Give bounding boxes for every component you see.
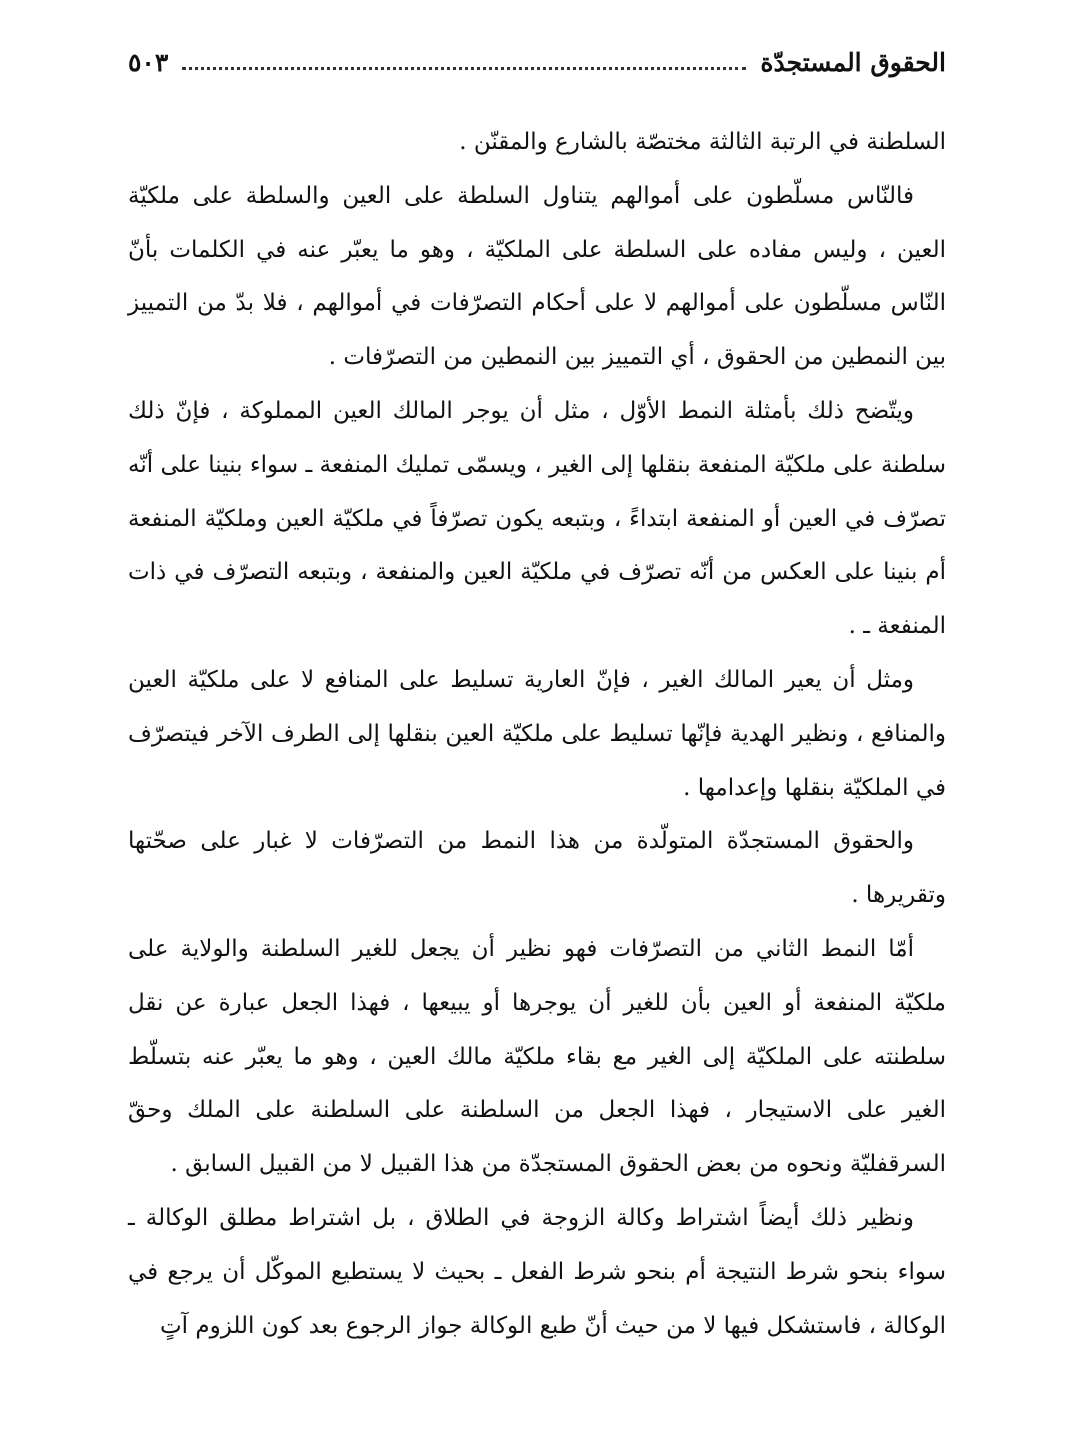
paragraph: فالنّاس مسلّطون على أموالهم يتناول السلطة على العين والسلطة على ملكيّة العين ، وليس مفاده على السلطة على الملكيّة ، وهو ما يعبّر عنه في الكلمات بأنّ النّاس مسلّطون على أموالهم لا على أحكام التصرّفات في أموالهم ، فلا بدّ من التمييز بين النمطين من الحقوق ، أي التمييز بين النمطين من التصرّفات . [128, 182, 946, 371]
paragraph: أمّا النمط الثاني من التصرّفات فهو نظير أن يجعل للغير السلطنة والولاية على ملكيّة المنفعة أو العين بأن للغير أن يوجرها أو يبيعها ، فهذا الجعل عبارة عن نقل سلطنته على الملكيّة إلى الغير مع بقاء ملكيّة مالك العين ، وهو ما يعبّر عنه بتسلّط الغير على الاستيجار ، فهذا الجعل من السلطنة على السلطنة على الملك وحقّ السرقفليّة ونحوه من بعض الحقوق المستجدّة من هذا القبيل لا من القبيل السابق . [128, 935, 946, 1178]
page-number: ٥٠٣ [128, 47, 169, 77]
running-header [128, 40, 946, 84]
dotted-leader [182, 67, 746, 70]
paragraph: ويتّضح ذلك بأمثلة النمط الأوّل ، مثل أن يوجر المالك العين المملوكة ، فإنّ ذلك سلطنة على ملكيّة المنفعة بنقلها إلى الغير ، ويسمّى تمليك المنفعة ـ سواء بنينا على أنّه تصرّف في العين أو المنفعة ابتداءً ، وبتبعه يكون تصرّفاً في ملكيّة العين وملكيّة المنفعة أم بنينا على العكس من أنّه تصرّف في ملكيّة العين والمنفعة ، وبتبعه التصرّف في ذات المنفعة ـ . [128, 397, 946, 640]
running-header-title: الحقوق المستجدّة [760, 47, 946, 77]
paragraph: ونظير ذلك أيضاً اشتراط وكالة الزوجة في الطلاق ، بل اشتراط مطلق الوكالة ـ سواء بنحو شرط النتيجة أم بنحو شرط الفعل ـ بحيث لا يستطيع الموكّل أن يرجع في الوكالة ، فاستشكل فيها لا من حيث أنّ طبع الوكالة جواز الرجوع بعد كون اللزوم آتٍ [128, 1204, 946, 1339]
paragraph: السلطنة في الرتبة الثالثة مختصّة بالشارع والمقنّن . [459, 129, 946, 155]
body-text [128, 116, 946, 1353]
paragraph: ومثل أن يعير المالك الغير ، فإنّ العارية تسليط على المنافع لا على ملكيّة العين والمنافع ، ونظير الهدية فإنّها تسليط على ملكيّة العين بنقلها إلى الطرف الآخر فيتصرّف في الملكيّة بنقلها وإعدامها . [128, 666, 946, 801]
paragraph: والحقوق المستجدّة المتولّدة من هذا النمط من التصرّفات لا غبار على صحّتها وتقريرها . [128, 828, 946, 909]
